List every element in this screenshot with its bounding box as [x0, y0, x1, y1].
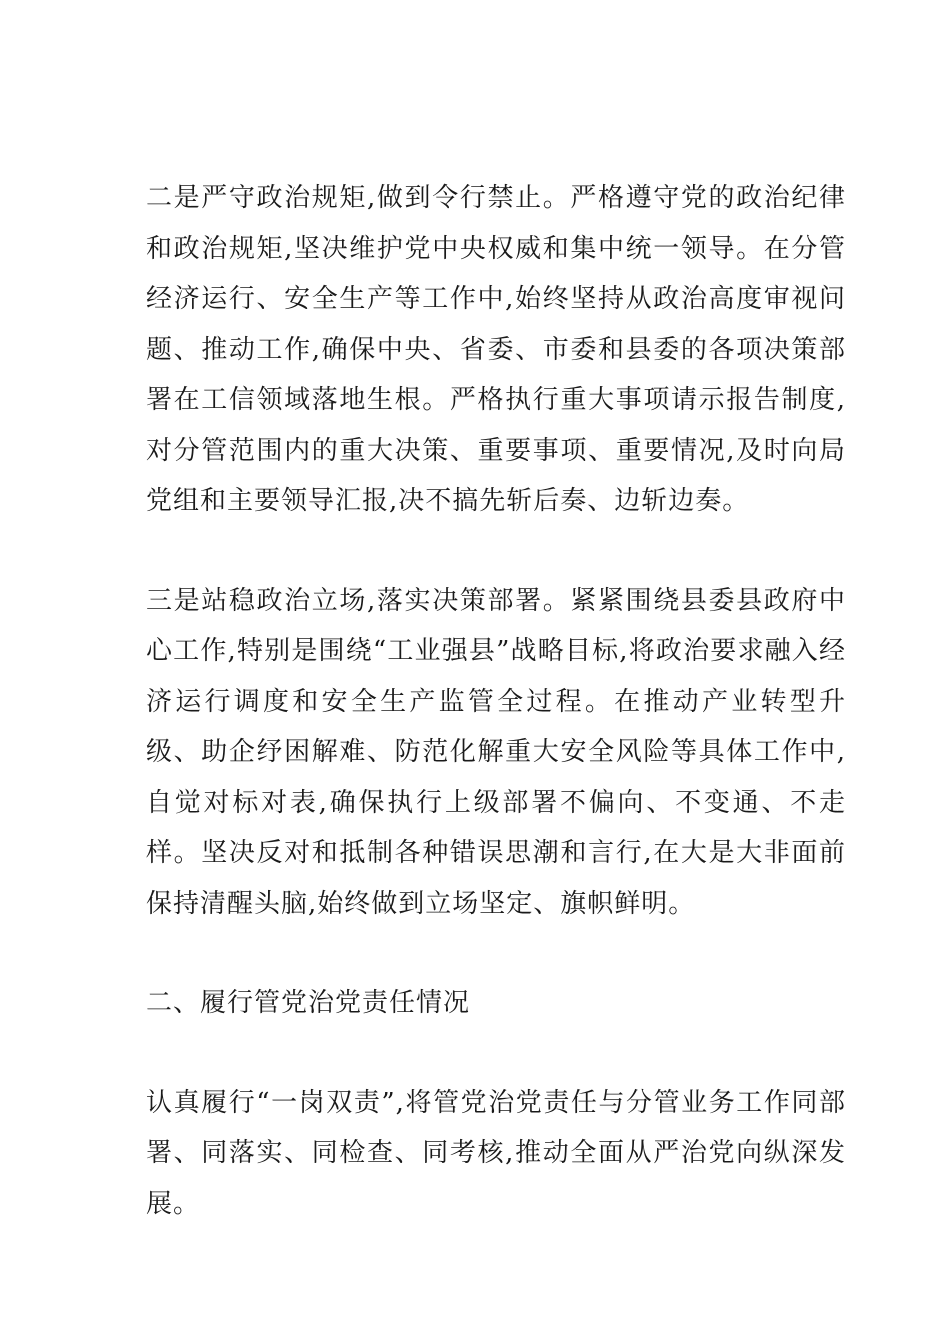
document-body	[146, 173, 846, 1229]
section-heading: 二、履行管党治党责任情况	[146, 988, 471, 1018]
paragraph-political-rules: 二是严守政治规矩,做到令行禁止。严格遵守党的政治纪律和政治规矩,坚决维护党中央权威和集中统一领导。在分管经济运行、安全生产等工作中,始终坚持从政治高度审视问题、推动工作,确保中央、省委、市委和县委的各项决策部署在工信领域落地生根。严格执行重大事项请示报告制度,对分管范围内的重大决策、重要事项、重要情况,及时向局党组和主要领导汇报,决不搞先斩后奏、边斩边奏。	[146, 183, 846, 516]
paragraph-party-responsibility: 认真履行“一岗双责”,将管党治党责任与分管业务工作同部署、同落实、同检查、同考核,推动全面从严治党向纵深发展。	[146, 1087, 846, 1219]
paragraph-political-stance: 三是站稳政治立场,落实决策部署。紧紧围绕县委县政府中心工作,特别是围绕“工业强县”战略目标,将政治要求融入经济运行调度和安全生产监管全过程。在推动产业转型升级、助企纾困解难、防范化解重大安全风险等具体工作中,自觉对标对表,确保执行上级部署不偏向、不变通、不走样。坚决反对和抵制各种错误思潮和言行,在大是大非面前保持清醒头脑,始终做到立场坚定、旗帜鲜明。	[146, 585, 846, 919]
